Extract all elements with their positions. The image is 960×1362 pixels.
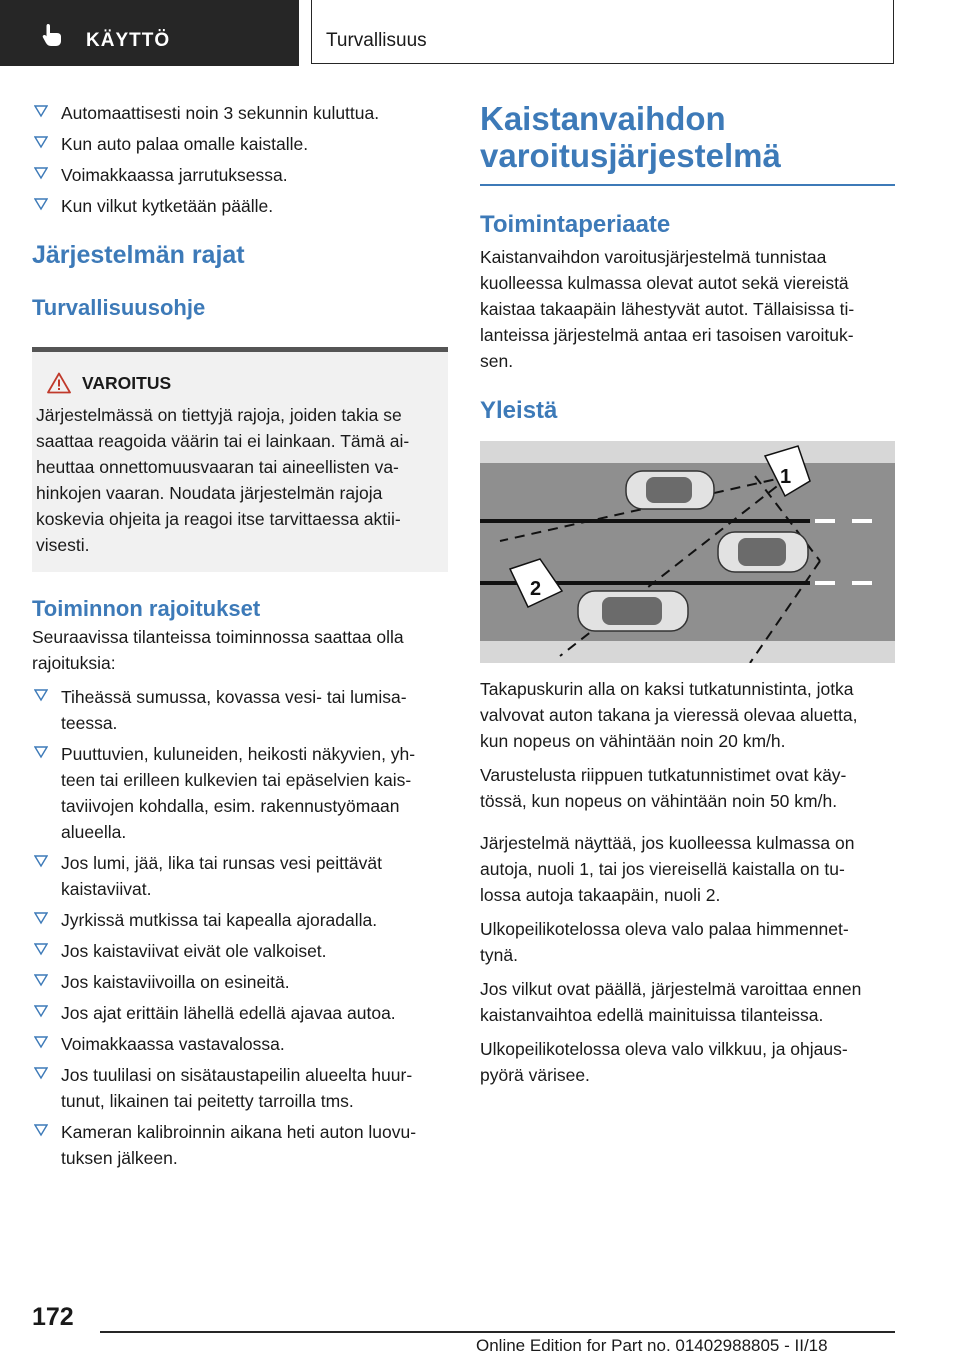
warning-line: koskevia ohjeita ja reagoi itse tarvittaessa aktii- bbox=[36, 509, 401, 529]
header-chapter-title: Turvallisuus bbox=[326, 30, 427, 51]
paragraph-line: kaistanvaihtoa edellä mainituissa tilanteissa. bbox=[480, 1005, 824, 1025]
list-item-line: taviivojen kohdalla, esim. rakennustyömaan bbox=[61, 796, 400, 816]
list-item-line: teessa. bbox=[61, 713, 118, 733]
footer-divider bbox=[100, 1331, 895, 1333]
warning-heading bbox=[36, 370, 436, 396]
paragraph bbox=[480, 976, 895, 1028]
bullet-triangle-icon bbox=[34, 911, 48, 925]
list-item bbox=[32, 684, 448, 736]
right-column bbox=[480, 100, 895, 426]
paragraph-line: pyörä värisee. bbox=[480, 1065, 590, 1085]
safety-note-title: Turvallisuusohje bbox=[32, 295, 206, 320]
list-item bbox=[32, 741, 448, 845]
paragraph-line: Takapuskurin alla on kaksi tutkatunnistinta, jotka bbox=[480, 679, 854, 699]
principle-line: sen. bbox=[480, 350, 514, 371]
paragraph bbox=[480, 916, 895, 968]
bullet-triangle-icon bbox=[34, 1035, 48, 1049]
bullet-triangle-icon bbox=[34, 942, 48, 956]
principle-line: kuolleessa kulmassa olevat autot sekä viereistä bbox=[480, 272, 849, 293]
list-item-line: Tiheässä sumussa, kovassa vesi- tai lumisa- bbox=[61, 687, 407, 707]
list-item-text: Kun vilkut kytketään päälle. bbox=[61, 196, 274, 216]
hand-pointer-icon bbox=[40, 22, 66, 48]
paragraph-line: valvovat auton takana ja vieressä olevaa aluetta, bbox=[480, 705, 858, 725]
car-bottom bbox=[578, 591, 688, 631]
list-item bbox=[32, 1031, 448, 1057]
paragraph bbox=[480, 830, 895, 908]
list-item bbox=[32, 193, 448, 219]
bullet-triangle-icon bbox=[34, 104, 48, 118]
list-item bbox=[32, 162, 448, 188]
list-item-line: Jyrkissä mutkissa tai kapealla ajoradalla. bbox=[61, 910, 378, 930]
paragraph-line: Varustelusta riippuen tutkatunnistimet ovat käy- bbox=[480, 765, 847, 785]
paragraph-line: Ulkopeilikotelossa oleva valo palaa himmennet- bbox=[480, 919, 849, 939]
list-item bbox=[32, 907, 448, 933]
list-item-line: Jos lumi, jää, lika tai runsas vesi peittävät bbox=[61, 853, 382, 873]
car-middle bbox=[718, 532, 808, 572]
list-item bbox=[32, 131, 448, 157]
header-chapter-box bbox=[311, 0, 894, 64]
bullet-triangle-icon bbox=[34, 1066, 48, 1080]
paragraph bbox=[480, 676, 895, 754]
list-item-line: tuksen jälkeen. bbox=[61, 1148, 178, 1168]
paragraph-line: kun nopeus on vähintään noin 20 km/h. bbox=[480, 731, 786, 751]
bullet-triangle-icon bbox=[34, 745, 48, 759]
list-item-line: Kameran kalibroinnin aikana heti auton luovu- bbox=[61, 1122, 417, 1142]
list-item bbox=[32, 938, 448, 964]
paragraph-line: Ulkopeilikotelossa oleva valo vilkkuu, ja ohjaus- bbox=[480, 1039, 848, 1059]
warning-line: Järjestelmässä on tiettyjä rajoja, joiden takia se bbox=[36, 405, 402, 425]
list-item bbox=[32, 1062, 448, 1114]
list-item bbox=[32, 100, 448, 126]
bullet-triangle-icon bbox=[34, 854, 48, 868]
warning-line: hinkojen vaaran. Noudata järjestelmän rajoja bbox=[36, 483, 383, 503]
bullet-triangle-icon bbox=[34, 135, 48, 149]
list-item-line: kaistaviivat. bbox=[61, 879, 152, 899]
page-title-line: Kaistanvaihdon bbox=[480, 100, 726, 137]
list-item-text: Kun auto palaa omalle kaistalle. bbox=[61, 134, 309, 154]
warning-box bbox=[32, 347, 448, 572]
intro-list bbox=[32, 100, 448, 219]
warning-line: saattaa reagoida väärin tai ei lainkaan. Tämä ai- bbox=[36, 431, 410, 451]
paragraph-line: tössä, kun nopeus on vähintään noin 50 km/h. bbox=[480, 791, 838, 811]
list-item bbox=[32, 1119, 448, 1171]
paragraph-line: autoja, nuoli 1, tai jos viereisellä kaistalla on tu- bbox=[480, 859, 845, 879]
warning-text bbox=[36, 402, 436, 558]
header-section-tab bbox=[0, 0, 299, 66]
list-item-line: Puuttuvien, kuluneiden, heikosti näkyvien, yh- bbox=[61, 744, 416, 764]
warning-line: visesti. bbox=[36, 535, 90, 555]
paragraph-line: Järjestelmä näyttää, jos kuolleessa kulmassa on bbox=[480, 833, 855, 853]
list-item-line: alueella. bbox=[61, 822, 127, 842]
lane-change-diagram bbox=[480, 441, 895, 663]
page-title bbox=[480, 100, 895, 174]
limits-intro-line: Seuraavissa tilanteissa toiminnossa saattaa olla bbox=[32, 627, 404, 647]
bullet-triangle-icon bbox=[34, 973, 48, 987]
principle-line: kaistaa takaapäin lähestyvät autot. Tällaisissa ti- bbox=[480, 298, 855, 319]
limits-intro bbox=[32, 624, 448, 676]
paragraph bbox=[480, 1036, 895, 1088]
page-title-line: varoitusjärjestelmä bbox=[480, 137, 781, 174]
footer-edition-text: Online Edition for Part no. 01402988805 - II/18 bbox=[476, 1336, 828, 1355]
principle-title: Toimintaperiaate bbox=[480, 210, 671, 238]
general-text bbox=[480, 676, 895, 1096]
arrow-2-label: 2 bbox=[530, 578, 542, 600]
warning-heading-text: VAROITUS bbox=[82, 373, 172, 393]
list-item bbox=[32, 850, 448, 902]
bullet-triangle-icon bbox=[34, 197, 48, 211]
limits-title: Toiminnon rajoitukset bbox=[32, 596, 261, 621]
bullet-triangle-icon bbox=[34, 688, 48, 702]
paragraph-line: Jos vilkut ovat päällä, järjestelmä varoittaa ennen bbox=[480, 979, 862, 999]
header-section-title: KÄYTTÖ bbox=[86, 30, 171, 51]
list-item-line: Jos ajat erittäin lähellä edellä ajavaa autoa. bbox=[61, 1003, 396, 1023]
list-item-text: Voimakkaassa jarrutuksessa. bbox=[61, 165, 288, 185]
principle-text bbox=[480, 244, 895, 374]
paragraph bbox=[480, 762, 895, 814]
general-title: Yleistä bbox=[480, 396, 558, 424]
list-item bbox=[32, 1000, 448, 1026]
list-item-line: Voimakkaassa vastavalossa. bbox=[61, 1034, 285, 1054]
list-item bbox=[32, 969, 448, 995]
car-top bbox=[626, 471, 714, 509]
list-item-line: teen tai erilleen kulkevien tai epäselvien kais- bbox=[61, 770, 412, 790]
bullet-triangle-icon bbox=[34, 1123, 48, 1137]
principle-line: lanteissa järjestelmä antaa eri tasoisen varoituk- bbox=[480, 324, 854, 345]
limits-list bbox=[32, 684, 448, 1171]
bullet-triangle-icon bbox=[34, 166, 48, 180]
warning-line: heuttaa onnettomuusvaaran tai aineellisten va- bbox=[36, 457, 399, 477]
list-item-line: Jos kaistaviivat eivät ole valkoiset. bbox=[61, 941, 327, 961]
arrow-1-label: 1 bbox=[780, 466, 792, 488]
limits-intro-line: rajoituksia: bbox=[32, 653, 116, 673]
warning-triangle-icon bbox=[47, 372, 71, 394]
principle-line: Kaistanvaihdon varoitusjärjestelmä tunnistaa bbox=[480, 246, 827, 267]
footer-edition bbox=[476, 1336, 828, 1356]
list-item-line: Jos kaistaviivoilla on esineitä. bbox=[61, 972, 290, 992]
paragraph-line: lossa autoja takaapäin, nuoli 2. bbox=[480, 885, 721, 905]
title-divider bbox=[480, 184, 895, 186]
paragraph-line: tynä. bbox=[480, 945, 518, 965]
page-number: 172 bbox=[32, 1303, 74, 1331]
section-title-limits: Järjestelmän rajat bbox=[32, 241, 245, 269]
list-item-line: Jos tuulilasi on sisätaustapeilin alueelta huur- bbox=[61, 1065, 413, 1085]
bullet-triangle-icon bbox=[34, 1004, 48, 1018]
list-item-text: Automaattisesti noin 3 sekunnin kuluttua. bbox=[61, 103, 380, 123]
list-item-line: tunut, likainen tai peitetty tarroilla tms. bbox=[61, 1091, 354, 1111]
left-column bbox=[32, 100, 448, 1176]
